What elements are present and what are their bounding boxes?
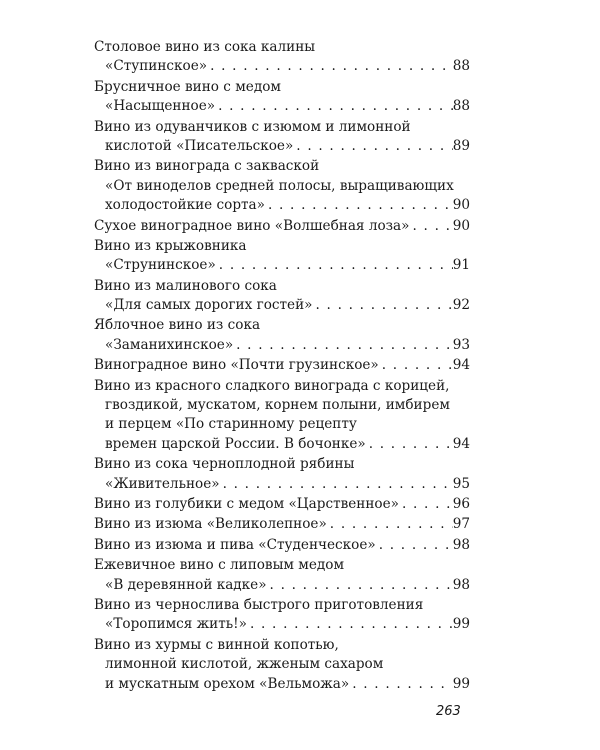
toc-entry-line: Вино из одуванчиков с изюмом и лимонной (94, 118, 411, 135)
toc-entry-line (94, 495, 470, 514)
dot-leader (366, 435, 453, 454)
toc-entry-page-number: 98 (452, 536, 470, 553)
dot-leader (379, 356, 453, 375)
toc-entry-line: Брусничное вино с медом (94, 78, 281, 95)
toc-entry (94, 455, 470, 494)
dot-leader (293, 137, 452, 156)
toc-entry-page-number: 94 (452, 435, 470, 452)
toc-entry-line (94, 475, 470, 494)
toc-entry-line (94, 57, 470, 76)
toc-entry-title-text: холодостойкие сорта» (105, 197, 265, 214)
toc-entry-page-number: 99 (452, 675, 470, 692)
dot-leader (216, 256, 453, 275)
toc-entry-line (94, 576, 470, 595)
toc-entry-line (94, 356, 470, 375)
toc-entry (94, 118, 470, 157)
toc-entry-page-number: 95 (452, 475, 470, 492)
toc-entry-line: Вино из сока черноплодной рябины (94, 456, 355, 473)
toc-entry-title-text: Вино из изюма и пива «Студенческое» (94, 536, 376, 553)
toc-entry-title-text: «Торопимся жить!» (105, 616, 247, 633)
toc-entry-line (94, 336, 470, 355)
toc-entry-page-number: 97 (452, 516, 470, 533)
toc-entry (94, 217, 470, 236)
toc-entry-line: лимонной кислотой, жженым сахаром (105, 656, 384, 673)
toc-entry-line: гвоздикой, мускатом, корнем полыни, имбирем (105, 397, 450, 414)
toc-entry (94, 636, 470, 694)
toc-entry (94, 536, 470, 555)
toc-entry-title-text: кислотой «Писательское» (105, 137, 294, 154)
toc-entry-line (94, 515, 470, 534)
toc-entry-title-text: «Насыщенное» (105, 98, 216, 115)
toc-entry-page-number: 91 (452, 257, 470, 274)
dot-leader (265, 196, 453, 215)
toc-entry-line (94, 196, 470, 215)
toc-entry-line: «От виноделов средней полосы, выращивающих (105, 177, 454, 194)
toc-entry-line: Столовое вино из сока калины (94, 39, 316, 55)
toc-entry-page-number: 88 (452, 58, 470, 75)
toc-entry-line: Вино из красного сладкого винограда с корицей, (94, 377, 450, 394)
toc-entry-line (94, 97, 470, 116)
dot-leader (327, 515, 453, 534)
dot-leader (376, 536, 453, 555)
toc-entry-title-text: «В деревянной кадке» (105, 576, 267, 593)
dot-leader (312, 296, 452, 315)
toc-entry (94, 157, 470, 215)
toc-entry (94, 556, 470, 595)
dot-leader (220, 475, 453, 494)
toc-entry-title-text: «Ступинское» (105, 58, 208, 75)
dot-leader (215, 97, 453, 116)
toc-entry-page-number: 90 (452, 217, 470, 234)
dot-leader (409, 217, 452, 236)
toc-entry (94, 237, 470, 276)
toc-entry-line: Вино из чернослива быстрого приготовления (94, 596, 424, 613)
toc-entry-title-text: и мускатным орехом «Вельможа» (105, 675, 350, 692)
toc-entry-title-text: Вино из изюма «Великолепное» (94, 516, 327, 533)
toc-entry-page-number: 99 (452, 616, 470, 633)
toc-entry-line (94, 296, 470, 315)
dot-leader (207, 57, 453, 76)
toc-entry-line: Вино из крыжовника (94, 237, 247, 254)
toc-entry-page-number: 96 (452, 495, 470, 512)
toc-entry-page-number: 89 (452, 137, 470, 154)
toc-entry-page-number: 90 (452, 197, 470, 214)
toc-entry (94, 78, 470, 117)
toc-entry-line: Ежевичное вино с липовым медом (94, 557, 345, 574)
dot-leader (267, 576, 453, 595)
dot-leader (247, 615, 453, 634)
toc-entry (94, 316, 470, 355)
toc-entry (94, 356, 470, 375)
toc-entry (94, 38, 470, 77)
toc-entry-title-text: Вино из голубики с медом «Царственное» (94, 495, 399, 512)
toc-entry-line (94, 615, 470, 634)
dot-leader (399, 495, 453, 514)
toc-entry-line (94, 536, 470, 555)
page-number: 263 (436, 704, 461, 719)
toc-entry (94, 377, 470, 455)
toc-entry (94, 277, 470, 316)
toc-entry-page-number: 94 (452, 357, 470, 374)
toc-entry-page-number: 88 (452, 98, 470, 115)
toc-entry-title-text: «Живительное» (105, 475, 220, 492)
dot-leader (233, 336, 453, 355)
toc-entry (94, 495, 470, 514)
toc-entry (94, 515, 470, 534)
table-of-contents (94, 38, 470, 695)
toc-entry-title-text: «Для самых дорогих гостей» (105, 297, 313, 314)
toc-entry-line (94, 217, 470, 236)
toc-entry-line (94, 675, 470, 694)
toc-entry-title-text: «Заманихинское» (105, 336, 234, 353)
toc-entry-line: Вино из винограда с закваской (94, 158, 320, 175)
toc-entry-line: Вино из хурмы с винной копотью, (94, 636, 339, 653)
toc-entry-line (94, 256, 470, 275)
toc-entry-line: Вино из малинового сока (94, 277, 277, 294)
toc-entry-line (94, 137, 470, 156)
toc-entry-page-number: 93 (452, 336, 470, 353)
toc-entry-title-text: «Струнинское» (105, 257, 216, 274)
toc-entry (94, 596, 470, 635)
dot-leader (349, 675, 452, 694)
toc-entry-title-text: Сухое виноградное вино «Волшебная лоза» (94, 217, 410, 234)
toc-entry-title-text: Виноградное вино «Почти грузинское» (94, 357, 379, 374)
toc-entry-page-number: 98 (452, 576, 470, 593)
toc-entry-line: и перцем «По старинному рецепту (105, 416, 357, 433)
toc-entry-title-text: времен царской России. В бочонке» (105, 435, 366, 452)
toc-entry-page-number: 92 (452, 297, 470, 314)
toc-entry-line: Яблочное вино из сока (94, 317, 261, 334)
toc-entry-line (94, 435, 470, 454)
